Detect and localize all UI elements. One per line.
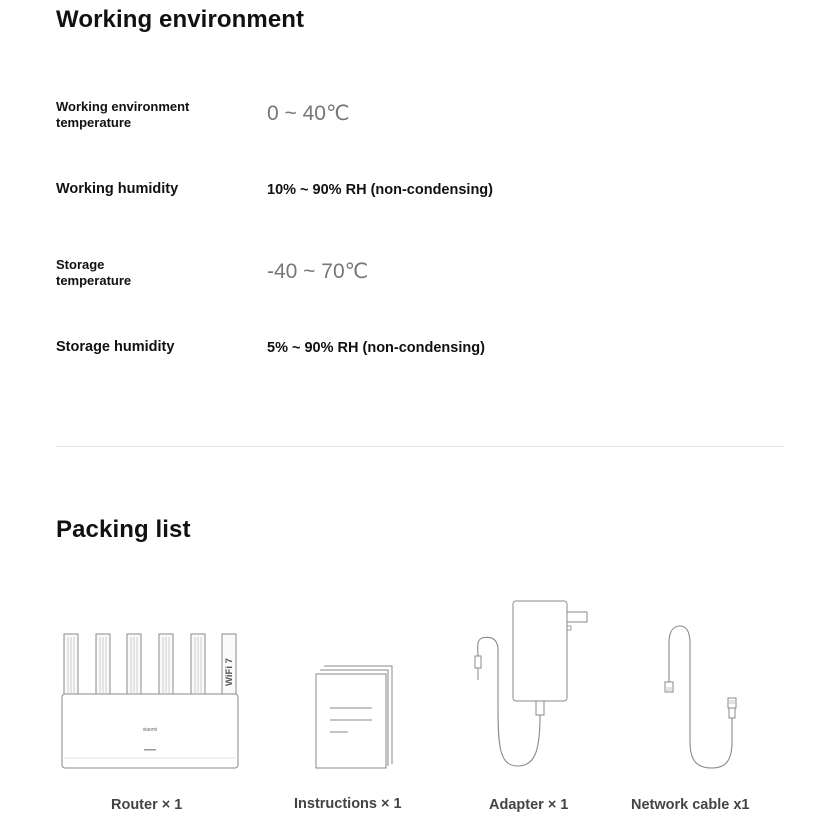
spec-label-working-humidity: Working humidity xyxy=(56,181,179,197)
spec-value-storage-humidity: 5% ~ 90% RH (non-condensing) xyxy=(267,340,485,356)
packing-item-label-adapter: Adapter × 1 xyxy=(489,797,569,813)
spec-label-storage-humidity: Storage humidity xyxy=(56,339,175,355)
network-cable-icon xyxy=(660,622,744,770)
section-title-working-environment: Working environment xyxy=(56,6,305,33)
spec-value-working-humidity: 10% ~ 90% RH (non-condensing) xyxy=(267,182,493,198)
section-divider xyxy=(56,446,784,447)
adapter-icon xyxy=(470,598,592,770)
section-title-packing-list: Packing list xyxy=(56,516,191,543)
router-icon xyxy=(60,630,242,772)
wifi7-badge: WiFi 7 xyxy=(224,658,235,686)
spec-label-working-temperature: Working environment temperature xyxy=(56,99,190,130)
instructions-icon xyxy=(312,664,396,770)
router-brand-text: xiaomi xyxy=(142,727,158,733)
packing-item-label-network-cable: Network cable x1 xyxy=(631,797,750,813)
spec-value-working-temperature: 0 ~ 40℃ xyxy=(267,102,350,125)
spec-value-storage-temperature: -40 ~ 70℃ xyxy=(267,260,369,283)
packing-item-label-router: Router × 1 xyxy=(111,797,183,813)
spec-label-storage-temperature: Storage temperature xyxy=(56,257,132,288)
packing-item-label-instructions: Instructions × 1 xyxy=(294,796,402,812)
